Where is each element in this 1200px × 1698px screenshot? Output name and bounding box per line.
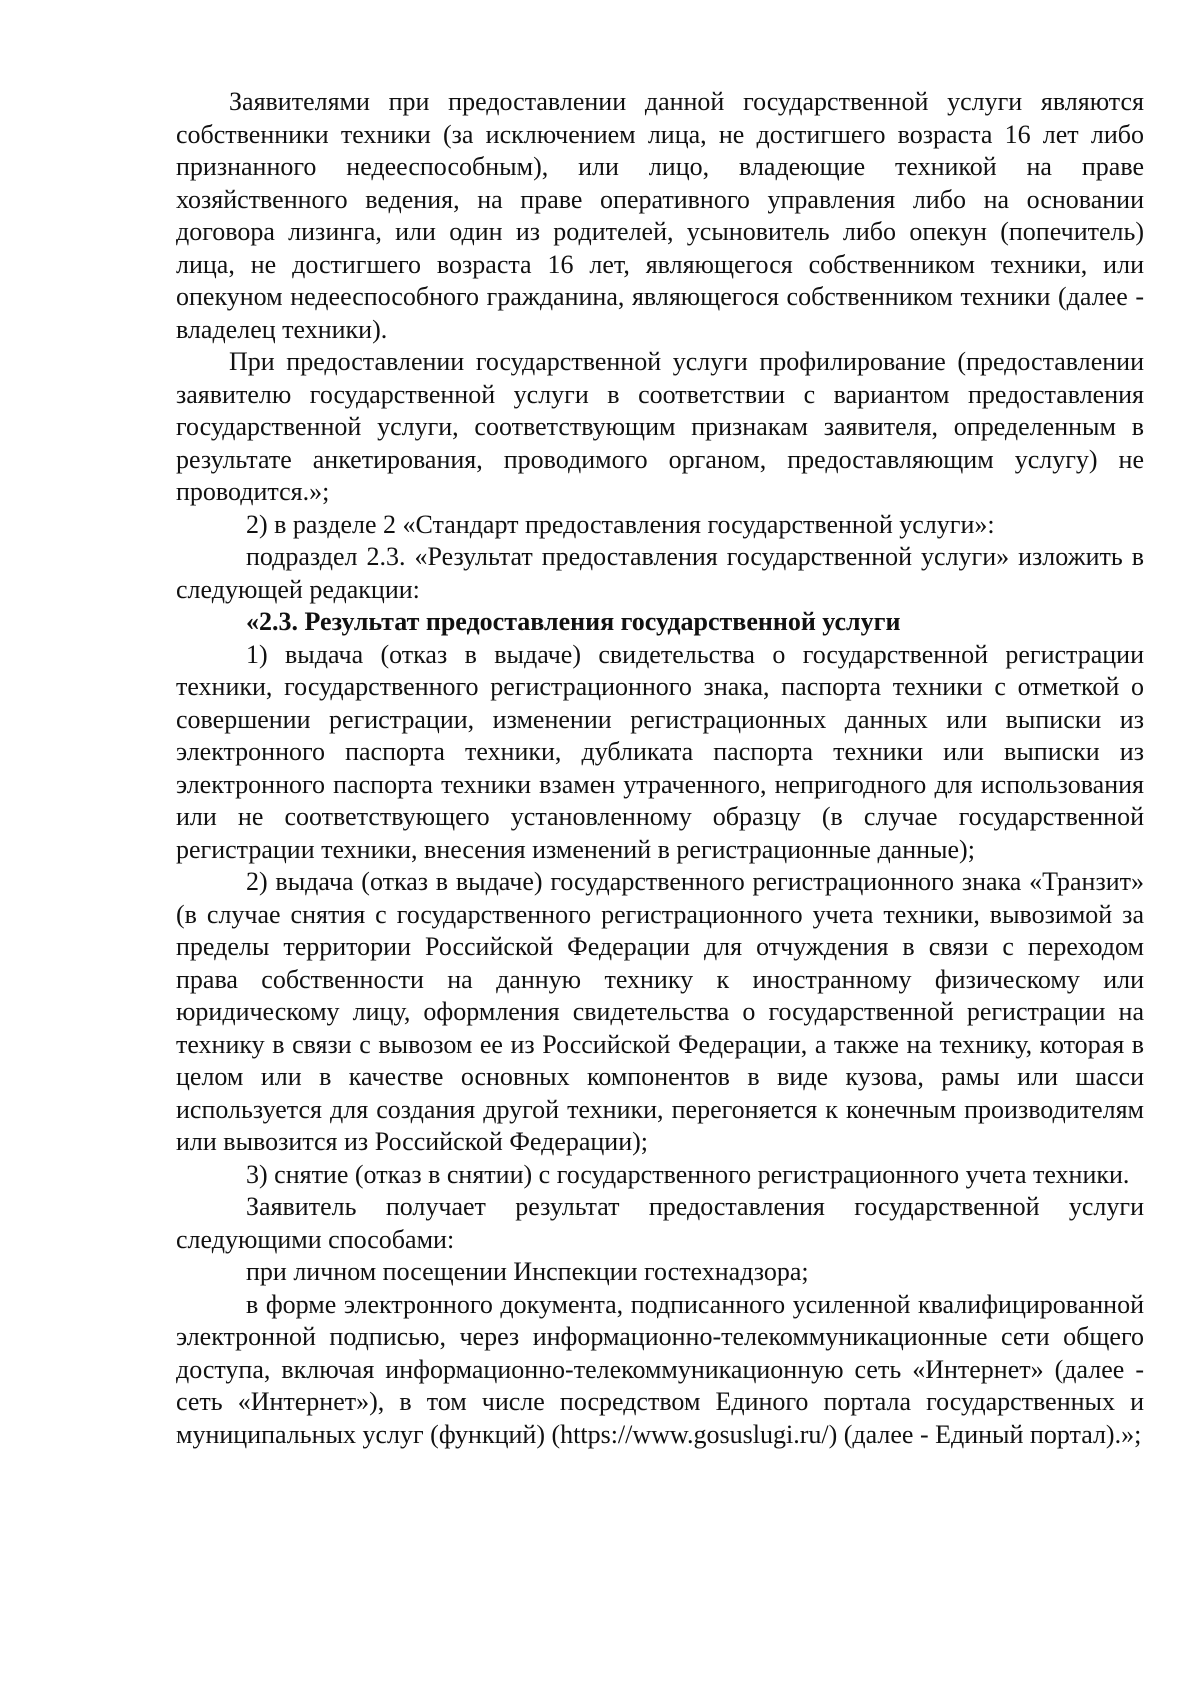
list-item-3: 3) снятие (отказ в снятии) с государственного регистрационного учета техники. — [246, 1159, 1130, 1189]
list-item-2: 2) выдача (отказ в выдаче) государственного регистрационного знака «Транзит» (в случае снятия с государственного регистрационного учета техники, вывозимой за пределы территории Российской Федерации для отчуждения в связи с переходом права собственности на данную технику к иностранному физическому или юридическому лицу, оформления свидетельства о государственной регистрации на технику в связи с вывозом ее из Российской Федерации, а также на технику, которая в целом или в качестве основных компонентов в виде кузова, рамы или шасси используется для создания другой техники, перегоняется к конечным производителям или вывозится из Российской Федерации); — [176, 867, 1144, 1156]
paragraph-applicants: Заявителями при предоставлении данной государственной услуги являются собственники техники (за исключением лица, не достигшего возраста 16 лет либо признанного недееспособным), или лицо, владеющие техникой на праве хозяйственного ведения, на праве оперативного управления либо на основании договора лизинга, или один из родителей, усыновитель либо опекун (попечитель) лица, не достигшего возраста 16 лет, являющегося собственником техники, или опекуном недееспособного гражданина, являющегося собственником техники (далее - владелец техники). — [176, 87, 1144, 344]
paragraph-subsection-2-3: подраздел 2.3. «Результат предоставления государственной услуги» изложить в следующей редакции: — [176, 542, 1144, 604]
list-item-1: 1) выдача (отказ в выдаче) свидетельства о государственной регистрации техники, государственного регистрационного знака, паспорта техники с отметкой о совершении регистрации, изменении регистрационных данных или выписки из электронного паспорта техники, дубликата паспорта техники или выписки из электронного паспорта техники взамен утраченного, непригодного для использования или не соответствующего установленному образцу (в случае государственной регистрации техники, внесения изменений в регистрационные данные); — [176, 639, 1144, 864]
paragraph-profiling: При предоставлении государственной услуги профилирование (предоставлении заявителю государственной услуги в соответствии с вариантом предоставления государственной услуги, соответствующим признакам заявителя, определенным в результате анкетирования, проводимого органом, предоставляющим услугу) не проводится.»; — [176, 347, 1144, 506]
section-heading-2-3: «2.3. Результат предоставления государственной услуги — [246, 607, 901, 636]
paragraph-section-2: 2) в разделе 2 «Стандарт предоставления государственной услуги»: — [246, 509, 995, 539]
paragraph-electronic-form: в форме электронного документа, подписанного усиленной квалифицированной электронной подписью, через информационно-телекоммуникационные сети общего доступа, включая информационно-телекоммуникационную сеть «Интернет» (далее - сеть «Интернет»), в том числе посредством Единого портала государственных и муниципальных услуг (функций) (https://www.gosuslugi.ru/) (далее - Единый портал).»; — [176, 1289, 1144, 1449]
paragraph-personal-visit: при личном посещении Инспекции гостехнадзора; — [246, 1257, 809, 1286]
paragraph-result-methods: Заявитель получает результат предоставления государственной услуги следующими способами: — [176, 1192, 1144, 1254]
document-page — [176, 86, 1144, 1451]
